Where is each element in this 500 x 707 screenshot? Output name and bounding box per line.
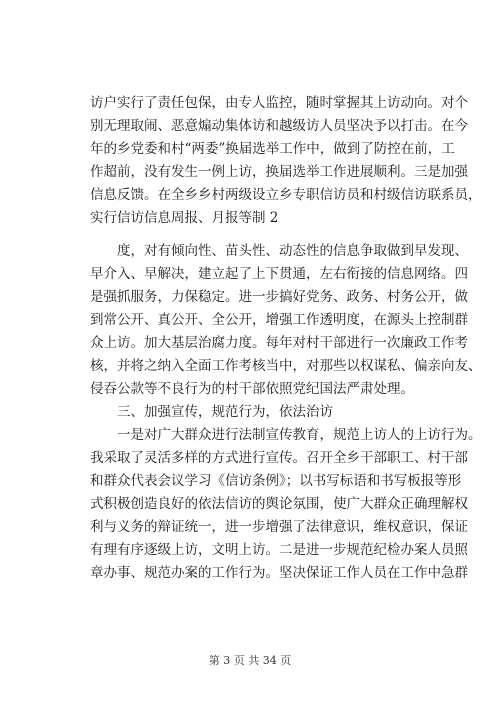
document-body <box>90 92 482 585</box>
text-line: 别无理取闹、恶意煽动集体访和越级访人员坚决予以打击。在今 <box>90 118 468 134</box>
text-line: 一是对广大群众进行法制宣传教育，规范上访人的上访行为。 <box>117 427 482 443</box>
page-number-footer: 第 3 页 共 34 页 <box>208 654 292 667</box>
text-line: 众上访。加大基层治腐力度。每年对村干部进行一次廉政工作考 <box>90 335 468 351</box>
text-line: 是强抓服务，力保稳定。进一步搞好党务、政务、村务公开，做 <box>90 289 468 305</box>
text-line: 到常公开、真公开、全公开，增强工作透明度，在源头上控制群 <box>90 312 468 328</box>
text-line: 侵吞公款等不良行为的村干部依照党纪国法严肃处理。 <box>90 381 414 397</box>
text-line: 核，并将之纳入全面工作考核当中，对那些以权谋私、偏亲向友、 <box>90 358 482 374</box>
text-line: 章办事、规范办案的工作行为。坚决保证工作人员在工作中急群 <box>90 565 468 581</box>
text-line: 式积极创造良好的依法信访的舆论氛围，使广大群众正确理解权 <box>90 496 468 512</box>
text-line: 和群众代表会议学习《信访条例》；以书写标语和书写板报等形 <box>90 473 462 489</box>
text-line: 实行信访信息周报、月报等制 2 <box>90 210 279 226</box>
text-line: 年的乡党委和村“两委”换届选举工作中，做到了防控在前，工 <box>90 141 455 157</box>
text-line: 早介入、早解决，建立起了上下贯通，左右衔接的信息网络。四 <box>90 266 468 282</box>
text-line: 有理有序逐级上访，文明上访。二是进一步规范纪检办案人员照 <box>90 542 468 558</box>
text-line: 我采取了灵活多样的方式进行宣传。召开全乡干部职工、村干部 <box>90 450 468 466</box>
text-line: 利与义务的辩证统一，进一步增强了法律意识，维权意识，保证 <box>90 519 468 535</box>
section-heading: 三、加强宣传，规范行为，依法治访 <box>117 404 333 420</box>
text-line: 作超前，没有发生一例上访，换届选举工作进展顺利。三是加强 <box>90 164 468 180</box>
text-line: 访户实行了责任包保，由专人监控，随时掌握其上访动向。对个 <box>90 95 468 111</box>
text-line: 信息反馈。在全乡乡村两级设立乡专职信访员和村级信访联系员， <box>90 187 482 203</box>
paragraph-gap <box>90 230 420 240</box>
text-line: 度，对有倾向性、苗头性、动态性的信息争取做到早发现、 <box>117 243 468 259</box>
